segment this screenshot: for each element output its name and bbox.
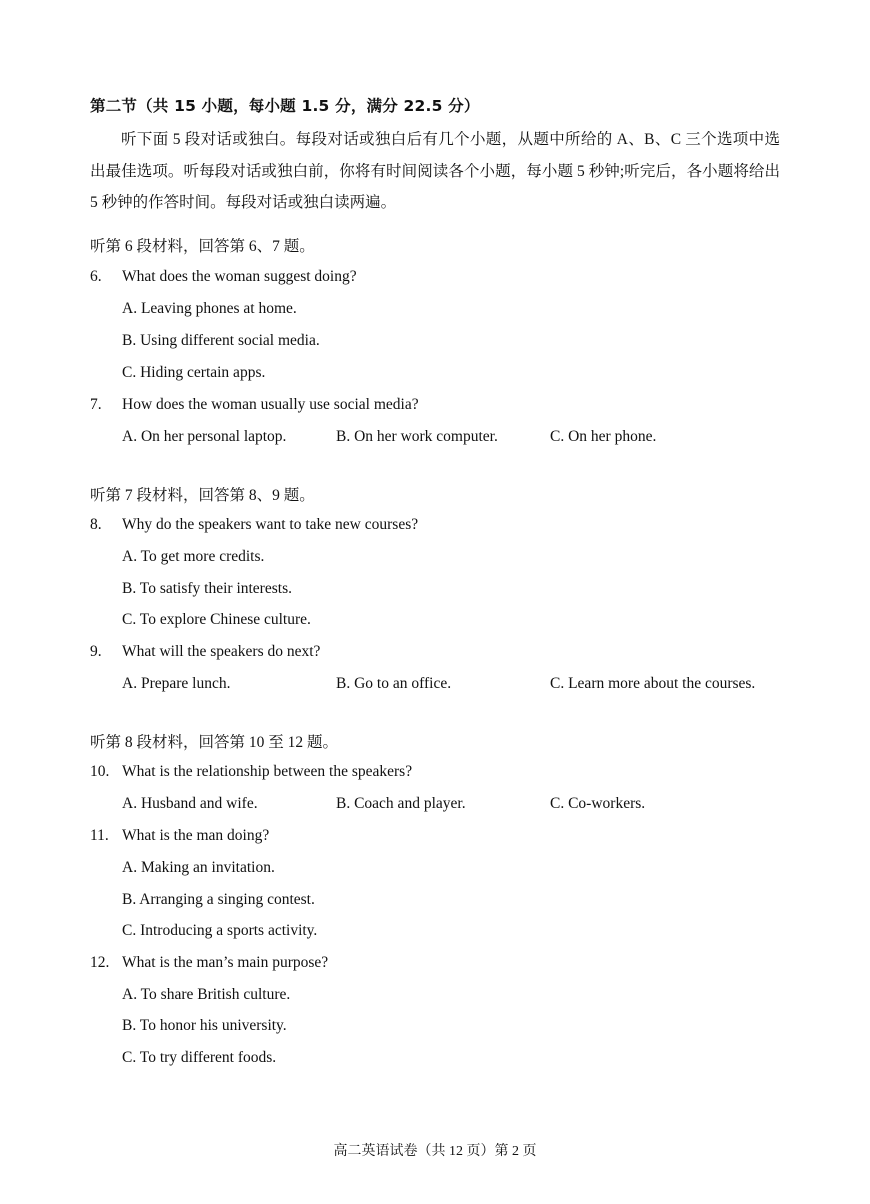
question-text: What is the man doing?	[122, 827, 270, 844]
page-footer: 高二英语试卷（共 12 页）第 2 页	[333, 1144, 537, 1159]
question-text: Why do the speakers want to take new courses?	[122, 516, 419, 533]
option-c: C. Introducing a sports activity.	[122, 922, 318, 939]
option-b: B. To satisfy their interests.	[122, 580, 292, 597]
option-a: A. Leaving phones at home.	[122, 300, 297, 317]
option-b: B. Coach and player.	[336, 795, 466, 812]
question-text: What is the relationship between the speakers?	[122, 763, 413, 780]
question-text: What will the speakers do next?	[122, 643, 321, 660]
option-b: B. Go to an office.	[336, 675, 452, 692]
question-number: 6.	[90, 268, 102, 285]
option-b: B. To honor his university.	[122, 1017, 287, 1034]
question-number: 12.	[90, 954, 110, 971]
option-a: A. Husband and wife.	[122, 795, 258, 812]
option-b: B. Using different social media.	[122, 332, 320, 349]
option-c: C. Co-workers.	[550, 795, 646, 812]
option-c: C. To explore Chinese culture.	[122, 611, 311, 628]
question-text: What is the man’s main purpose?	[122, 954, 329, 971]
question-text: How does the woman usually use social media?	[122, 396, 419, 413]
option-a: A. To get more credits.	[122, 548, 265, 565]
option-a: A. Making an invitation.	[122, 859, 275, 876]
option-c: C. Learn more about the courses.	[550, 675, 756, 692]
question-number: 7.	[90, 396, 102, 413]
group-intro: 听第 6 段材料，回答第 6、7 题。	[90, 238, 315, 255]
section-heading: 第二节（共 15 小题，每小题 1.5 分，满分 22.5 分）	[90, 97, 480, 115]
option-b: B. Arranging a singing contest.	[122, 891, 315, 908]
group-intro: 听第 7 段材料，回答第 8、9 题。	[90, 487, 315, 504]
section-instructions: 听下面 5 段对话或独白。每段对话或独白后有几个小题，从题中所给的 A、B、C 三个选项中选出最佳选项。听每段对话或独白前，你将有时间阅读各个小题，每小题 5 秒钟;听完后，各小题将给出 5 秒钟的作答时间。每段对话或独白读两遍。	[90, 131, 780, 211]
question-number: 9.	[90, 643, 102, 660]
option-a: A. To share British culture.	[122, 986, 291, 1003]
question-number: 8.	[90, 516, 102, 533]
question-number: 11.	[90, 827, 109, 844]
question-number: 10.	[90, 763, 110, 780]
option-b: B. On her work computer.	[336, 428, 498, 445]
option-c: C. On her phone.	[550, 428, 657, 445]
option-a: A. Prepare lunch.	[122, 675, 231, 692]
question-text: What does the woman suggest doing?	[122, 268, 357, 285]
option-a: A. On her personal laptop.	[122, 428, 287, 445]
group-intro: 听第 8 段材料，回答第 10 至 12 题。	[90, 734, 339, 751]
option-c: C. Hiding certain apps.	[122, 364, 266, 381]
option-c: C. To try different foods.	[122, 1049, 277, 1066]
